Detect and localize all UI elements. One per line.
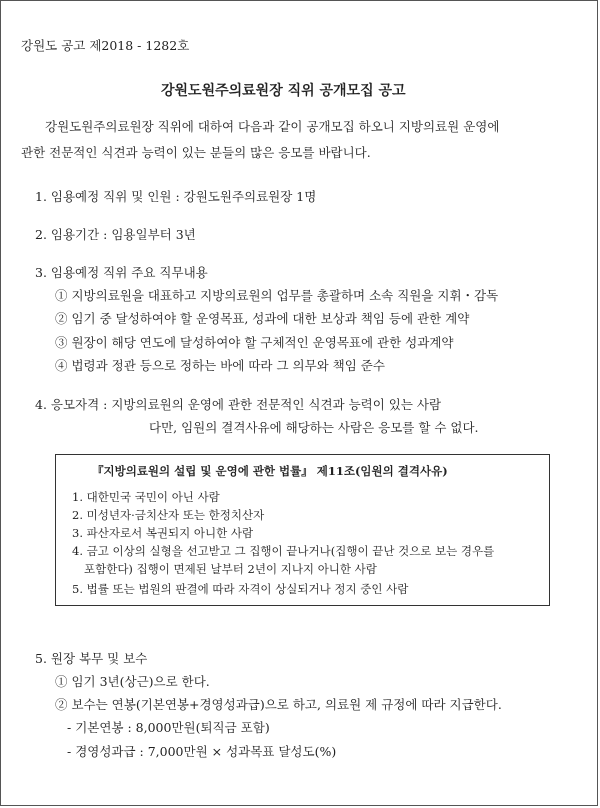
box-item: 3. 파산자로서 복권되지 아니한 사람 xyxy=(72,526,254,540)
disqualification-box xyxy=(55,454,550,606)
salary-detail: - 경영성과급 : 7,000만원 × 성과목표 달성도(%) xyxy=(67,744,337,759)
section-3-item: ③ 원장이 해당 연도에 달성하여야 할 구체적인 운영목표에 관한 성과계약 xyxy=(55,335,454,350)
section-3-item: ④ 법령과 정관 등으로 정하는 바에 따라 그 의무와 책임 준수 xyxy=(55,358,385,373)
page-title: 강원도원주의료원장 직위 공개모집 공고 xyxy=(161,83,406,99)
box-item: 2. 미성년자·금치산자 또는 한정치산자 xyxy=(72,508,265,522)
section-4-line-1: 4. 응모자격 : 지방의료원의 운영에 관한 전문적인 식견과 능력이 있는 사람 xyxy=(35,397,442,412)
salary-detail: - 기본연봉 : 8,000만원(퇴직금 포함) xyxy=(67,720,270,735)
box-item: 5. 법률 또는 법원의 판결에 따라 자격이 상실되거나 정지 중인 사람 xyxy=(72,582,409,596)
box-item-continuation: 포함한다) 집행이 면제된 날부터 2년이 지나지 아니한 사람 xyxy=(84,562,377,576)
section-5-item: ② 보수는 연봉(기본연봉+경영성과급)으로 하고, 의료원 제 규정에 따라 지급한다. xyxy=(55,697,502,712)
box-title: 『지방의료원의 설립 및 운영에 관한 법률』 제11조(임원의 결격사유) xyxy=(92,464,448,478)
intro-line-2: 관한 전문적인 식견과 능력이 있는 분들의 많은 응모를 바랍니다. xyxy=(21,145,371,160)
notice-number: 강원도 공고 제2018 - 1282호 xyxy=(21,38,190,53)
section-5-item: ① 임기 3년(상근)으로 한다. xyxy=(55,674,210,689)
section-5-heading: 5. 원장 복무 및 보수 xyxy=(35,651,148,666)
box-item: 4. 금고 이상의 실형을 선고받고 그 집행이 끝나거나(집행이 끝난 것으로 보는 경우를 xyxy=(72,544,495,558)
section-3-item: ① 지방의료원을 대표하고 지방의료원의 업무를 총괄하며 소속 직원을 지휘・감독 xyxy=(55,288,499,303)
section-2: 2. 임용기간 : 임용일부터 3년 xyxy=(35,227,196,242)
section-3-heading: 3. 임용예정 직위 주요 직무내용 xyxy=(35,265,208,280)
intro-line-1: 강원도원주의료원장 직위에 대하여 다음과 같이 공개모집 하오니 지방의료원 운영에 xyxy=(45,119,500,134)
section-4-line-2: 다만, 임원의 결격사유에 해당하는 사람은 응모를 할 수 없다. xyxy=(149,420,479,435)
box-item: 1. 대한민국 국민이 아닌 사람 xyxy=(72,490,220,504)
section-1: 1. 임용예정 직위 및 인원 : 강원도원주의료원장 1명 xyxy=(35,189,317,204)
section-3-item: ② 임기 중 달성하여야 할 운영목표, 성과에 대한 보상과 책임 등에 관한 계약 xyxy=(55,311,470,326)
